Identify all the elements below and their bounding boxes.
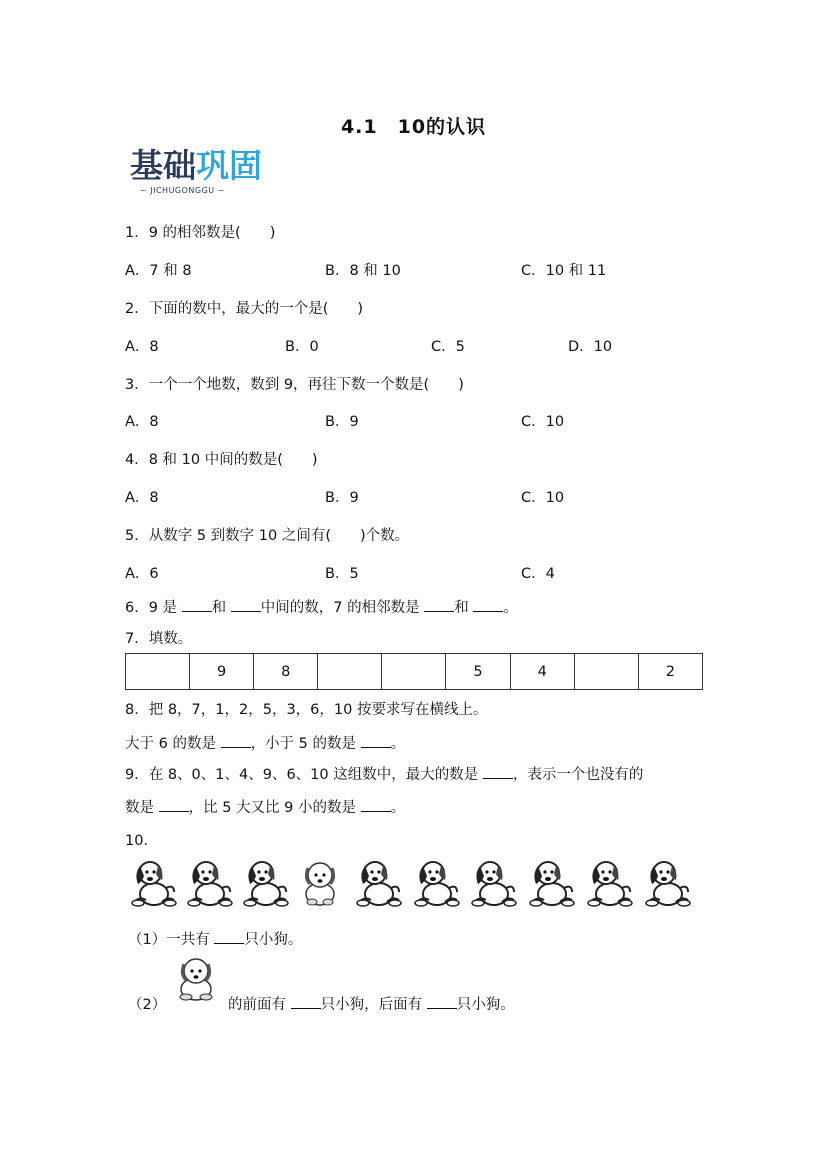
table-cell[interactable] [318, 654, 382, 690]
q4-option-b[interactable]: B．9 [325, 490, 359, 506]
q10-sub-2 [228, 993, 515, 1014]
q9-text-1: 9．在 8、0、1、4、9、6、10 这组数中，最大的数是 [125, 767, 483, 783]
table-cell: 9 [190, 654, 254, 690]
table-cell: 5 [446, 654, 510, 690]
question-2: 2．下面的数中，最大的一个是( ) [125, 301, 364, 317]
table-cell[interactable] [126, 654, 190, 690]
q6-text-2: 和 [211, 600, 231, 616]
dog-icon [646, 862, 690, 906]
question-10: 10． [125, 833, 158, 849]
q9-blank-1[interactable] [483, 764, 513, 779]
q10-blank-1[interactable] [214, 929, 244, 944]
q8-blank-2[interactable] [361, 733, 391, 748]
q9-text-4: ，比 5 大又比 9 小的数是 [188, 800, 361, 816]
dog-special-icon [306, 863, 334, 905]
q1-option-b[interactable]: B．8 和 10 [325, 263, 401, 279]
q9-blank-3[interactable] [361, 797, 391, 812]
q4-option-a[interactable]: A．8 [125, 490, 159, 506]
question-5: 5．从数字 5 到数字 10 之间有( )个数。 [125, 528, 410, 544]
table-cell: 2 [638, 654, 702, 690]
question-8: 8．把 8，7，1，2，5，3，6，10 按要求写在横线上。 [125, 702, 488, 718]
q6-text-4: 和 [454, 600, 474, 616]
dog-icon [357, 862, 401, 906]
table-cell[interactable] [382, 654, 446, 690]
dog-icon [530, 862, 574, 906]
q10-sub-1 [128, 928, 302, 949]
q10-blank-3[interactable] [427, 994, 457, 1009]
q6-blank-3[interactable] [424, 597, 454, 612]
question-9 [125, 763, 643, 784]
q9-text-3: 数是 [125, 800, 159, 816]
q10-sub2-text-2: 只小狗，后面有 [320, 997, 427, 1013]
dog-row-svg [128, 858, 703, 910]
q6-text-3: 中间的数，7 的相邻数是 [260, 600, 425, 616]
q6-text-5: 。 [503, 600, 518, 616]
q3-option-c[interactable]: C．10 [521, 414, 565, 430]
question-6 [125, 596, 518, 617]
fill-number-table [125, 653, 703, 690]
logo-text-a: 基础 [130, 146, 196, 185]
dog-icon [415, 862, 459, 906]
dog-icon [472, 862, 516, 906]
q4-option-c[interactable]: C．10 [521, 490, 565, 506]
table-cell: 8 [254, 654, 318, 690]
question-4: 4．8 和 10 中间的数是( ) [125, 452, 318, 468]
q10-sub2-text-3: 只小狗。 [456, 997, 515, 1013]
q9-blank-2[interactable] [159, 797, 189, 812]
section-logo [130, 148, 278, 200]
question-3: 3．一个一个地数，数到 9，再往下数一个数是( ) [125, 377, 464, 393]
table-cell[interactable] [574, 654, 638, 690]
q5-option-c[interactable]: C．4 [521, 566, 555, 582]
q5-option-b[interactable]: B．5 [325, 566, 359, 582]
question-1: 1．9 的相邻数是( ) [125, 225, 276, 241]
special-dog-icon [172, 954, 220, 1004]
q6-blank-1[interactable] [182, 597, 212, 612]
question-7: 7．填数。 [125, 631, 193, 647]
q3-option-b[interactable]: B．9 [325, 414, 359, 430]
dog-row [128, 858, 703, 910]
dog-icon [188, 862, 232, 906]
q1-option-a[interactable]: A．7 和 8 [125, 263, 192, 279]
dog-icon [244, 862, 288, 906]
question-9-line-2 [125, 796, 405, 817]
question-8-line [125, 732, 405, 753]
q10-sub1-text-2: 只小狗。 [244, 932, 303, 948]
q1-option-c[interactable]: C．10 和 11 [521, 263, 607, 279]
dog-icon [132, 862, 176, 906]
q3-option-a[interactable]: A．8 [125, 414, 159, 430]
q2-option-a[interactable]: A．8 [125, 339, 159, 355]
q6-text-1: 6．9 是 [125, 600, 182, 616]
q2-option-b[interactable]: B．0 [285, 339, 319, 355]
logo-text-b: 巩固 [196, 146, 262, 185]
q10-sub1-text-1: （1）一共有 [128, 932, 215, 948]
page-title: 4.1 10的认识 [340, 116, 487, 138]
q8-text-3: 。 [390, 736, 406, 752]
q2-option-d[interactable]: D．10 [568, 339, 613, 355]
q6-blank-2[interactable] [231, 597, 261, 612]
table-cell: 4 [510, 654, 574, 690]
q2-option-c[interactable]: C．5 [431, 339, 465, 355]
q9-text-2: ，表示一个也没有的 [512, 767, 644, 783]
q10-blank-2[interactable] [291, 994, 321, 1009]
q10-sub2-text-1: 的前面有 [228, 997, 291, 1013]
q6-blank-4[interactable] [473, 597, 503, 612]
q10-sub-2-label: （2） [128, 997, 167, 1013]
q8-text-2: ，小于 5 的数是 [250, 736, 361, 752]
q8-blank-1[interactable] [221, 733, 251, 748]
q9-text-5: 。 [390, 800, 406, 816]
q5-option-a[interactable]: A．6 [125, 566, 159, 582]
q8-text-1: 大于 6 的数是 [125, 736, 221, 752]
logo-subtitle: ~ JICHUGONGGU ~ [140, 186, 225, 195]
dog-icon [588, 862, 632, 906]
